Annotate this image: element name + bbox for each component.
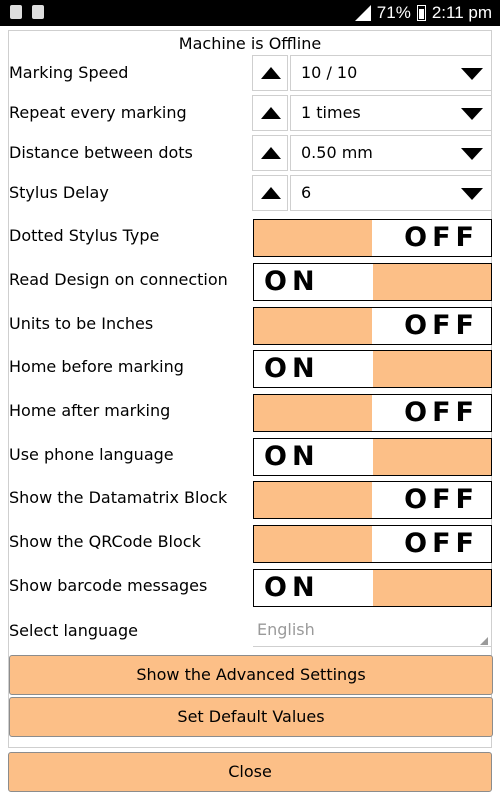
marking-speed-row: [9, 53, 493, 93]
language-label: Select language: [9, 621, 138, 640]
marking-speed-spinner: [252, 53, 492, 93]
language-row: [9, 611, 493, 651]
toggle-state: OFF: [404, 484, 479, 515]
home-before-toggle[interactable]: [253, 350, 492, 388]
units-inches-row: [9, 304, 493, 344]
dropdown-corner-icon: [480, 637, 488, 645]
repeat-label: Repeat every marking: [9, 103, 187, 122]
select-underline: [253, 646, 492, 647]
chevron-down-icon: [461, 68, 483, 80]
toggle-thumb: [254, 220, 372, 256]
datamatrix-row: [9, 478, 493, 518]
status-bar: [0, 0, 500, 26]
repeat-row: [9, 93, 493, 133]
phone-language-row: [9, 435, 493, 475]
toggle-state: OFF: [404, 528, 479, 559]
machine-status: Machine is Offline: [178, 34, 322, 53]
dotted-stylus-toggle[interactable]: [253, 219, 492, 257]
phone-language-toggle[interactable]: [253, 438, 492, 476]
advanced-settings-button[interactable]: Show the Advanced Settings: [9, 655, 493, 695]
barcode-messages-row: [9, 566, 493, 606]
stylus-delay-label: Stylus Delay: [9, 183, 109, 202]
toggle-thumb: [373, 264, 491, 300]
settings-panel: [8, 30, 492, 748]
home-after-row: [9, 391, 493, 431]
stylus-delay-value: 6: [301, 183, 312, 202]
read-design-toggle[interactable]: [253, 263, 492, 301]
image-icon: [10, 5, 22, 19]
distance-label: Distance between dots: [9, 143, 193, 162]
home-after-label: Home after marking: [9, 401, 171, 420]
repeat-dropdown[interactable]: [290, 95, 492, 131]
repeat-increment-button[interactable]: [252, 95, 288, 131]
datamatrix-toggle[interactable]: [253, 481, 492, 519]
chevron-down-icon: [461, 188, 483, 200]
marking-speed-dropdown[interactable]: [290, 55, 492, 91]
status-icons-left: [10, 5, 44, 19]
language-select[interactable]: [253, 611, 492, 651]
toggle-thumb: [254, 308, 372, 344]
toggle-state: OFF: [404, 222, 479, 253]
units-inches-label: Units to be Inches: [9, 314, 154, 333]
home-after-toggle[interactable]: [253, 394, 492, 432]
home-before-row: [9, 347, 493, 387]
stylus-delay-spinner: [252, 173, 492, 213]
stylus-delay-row: [9, 173, 493, 213]
distance-dropdown[interactable]: [290, 135, 492, 171]
chevron-down-icon: [461, 108, 483, 120]
battery-percent: 71%: [376, 3, 411, 22]
marking-speed-increment-button[interactable]: [252, 55, 288, 91]
toggle-state: ON: [264, 572, 320, 603]
distance-row: [9, 133, 493, 173]
toggle-thumb: [254, 395, 372, 431]
default-values-button[interactable]: Set Default Values: [9, 697, 493, 737]
qrcode-toggle[interactable]: [253, 525, 492, 563]
dotted-stylus-label: Dotted Stylus Type: [9, 226, 160, 245]
barcode-messages-toggle[interactable]: [253, 569, 492, 607]
toggle-state: OFF: [404, 310, 479, 341]
toggle-thumb: [373, 351, 491, 387]
close-button[interactable]: Close: [8, 752, 492, 792]
stylus-delay-dropdown[interactable]: [290, 175, 492, 211]
signal-icon: [355, 5, 371, 21]
stylus-delay-increment-button[interactable]: [252, 175, 288, 211]
phone-language-label: Use phone language: [9, 445, 174, 464]
qrcode-row: [9, 522, 493, 562]
read-design-label: Read Design on connection: [9, 270, 228, 289]
toggle-thumb: [373, 570, 491, 606]
read-design-row: [9, 260, 493, 300]
toggle-state: ON: [264, 441, 320, 472]
language-value: English: [257, 620, 315, 639]
home-before-label: Home before marking: [9, 357, 184, 376]
status-icons-right: [355, 0, 492, 26]
distance-spinner: [252, 133, 492, 173]
battery-icon: [417, 5, 426, 21]
repeat-spinner: [252, 93, 492, 133]
qrcode-label: Show the QRCode Block: [9, 532, 201, 551]
barcode-messages-label: Show barcode messages: [9, 576, 208, 595]
notification-icon: [32, 5, 44, 19]
distance-increment-button[interactable]: [252, 135, 288, 171]
chevron-down-icon: [461, 148, 483, 160]
toggle-state: ON: [264, 353, 320, 384]
marking-speed-value: 10 / 10: [301, 63, 358, 82]
toggle-thumb: [373, 439, 491, 475]
marking-speed-label: Marking Speed: [9, 63, 129, 82]
datamatrix-label: Show the Datamatrix Block: [9, 488, 228, 507]
toggle-thumb: [254, 526, 372, 562]
toggle-state: ON: [264, 266, 320, 297]
units-inches-toggle[interactable]: [253, 307, 492, 345]
repeat-value: 1 times: [301, 103, 361, 122]
clock: 2:11 pm: [431, 3, 492, 22]
toggle-thumb: [254, 482, 372, 518]
distance-value: 0.50 mm: [301, 143, 373, 162]
dotted-stylus-row: [9, 216, 493, 256]
toggle-state: OFF: [404, 397, 479, 428]
